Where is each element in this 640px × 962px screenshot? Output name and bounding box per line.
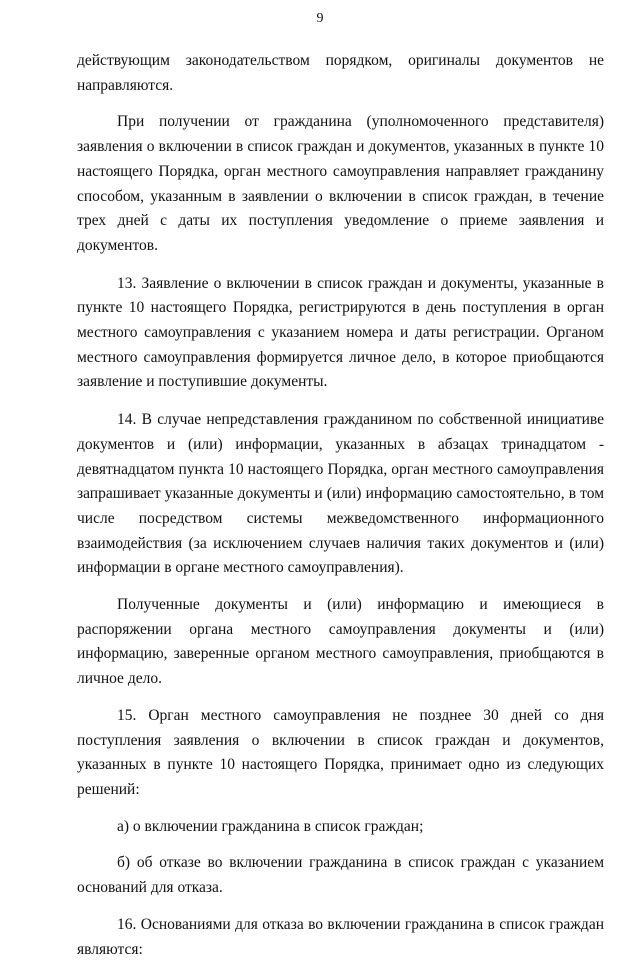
paragraph-item-16: 16. Основаниями для отказа во включении гражданина в список граждан являются: [77,915,604,958]
paragraph-item-13: 13. Заявление о включении в список граждан и документы, указанные в пункте 10 настоящего Порядка, регистрируются в день поступления в орган местного самоуправления с указанием номера и даты регистрации. Органом местного самоуправления формируется личное дело, в которое приобщаются заявление и поступившие документы. [77,274,604,391]
paragraph-item-15: 15. Орган местного самоуправления не позднее 30 дней со дня поступления заявления о включении в список граждан и документов, указанных в пункте 10 настоящего Порядка, принимает одно из следующих решений: [77,706,604,798]
paragraph-notification: При получении от гражданина (уполномоченного представителя) заявления о включении в список граждан и документов, указанных в пункте 10 настоящего Порядка, орган местного самоуправления направляет гражданину способом, указанным в заявлении о включении в список граждан, в течение трех дней с даты их поступления уведомление о приеме заявления и документов. [77,113,604,254]
paragraph-item-15-a: а) о включении гражданина в список граждан; [117,817,424,835]
paragraph-received-documents: Полученные документы и (или) информацию и имеющиеся в распоряжении органа местного самоуправления документы и (или) информацию, заверенные органом местного самоуправления, приобщаются в личное дело. [77,596,604,688]
paragraph-item-14: 14. В случае непредставления гражданином по собственной инициативе документов и (или) информации, указанных в абзацах тринадцатом - девятнадцатом пункта 10 настоящего Порядка, орган местного самоуправления запрашивает указанные документы и (или) информацию самостоятельно, в том числе посредством системы межведомственного информационного взаимодействия (за исключением случаев наличия таких документов и (или) информации в органе местного самоуправления). [77,411,604,577]
document-body [77,49,604,962]
paragraph-item-15-b: б) об отказе во включении гражданина в список граждан с указанием оснований для отказа. [77,854,604,897]
paragraph-continuation: действующим законодательством порядком, оригиналы документов не направляются. [77,52,604,94]
page-number: 9 [316,11,324,26]
